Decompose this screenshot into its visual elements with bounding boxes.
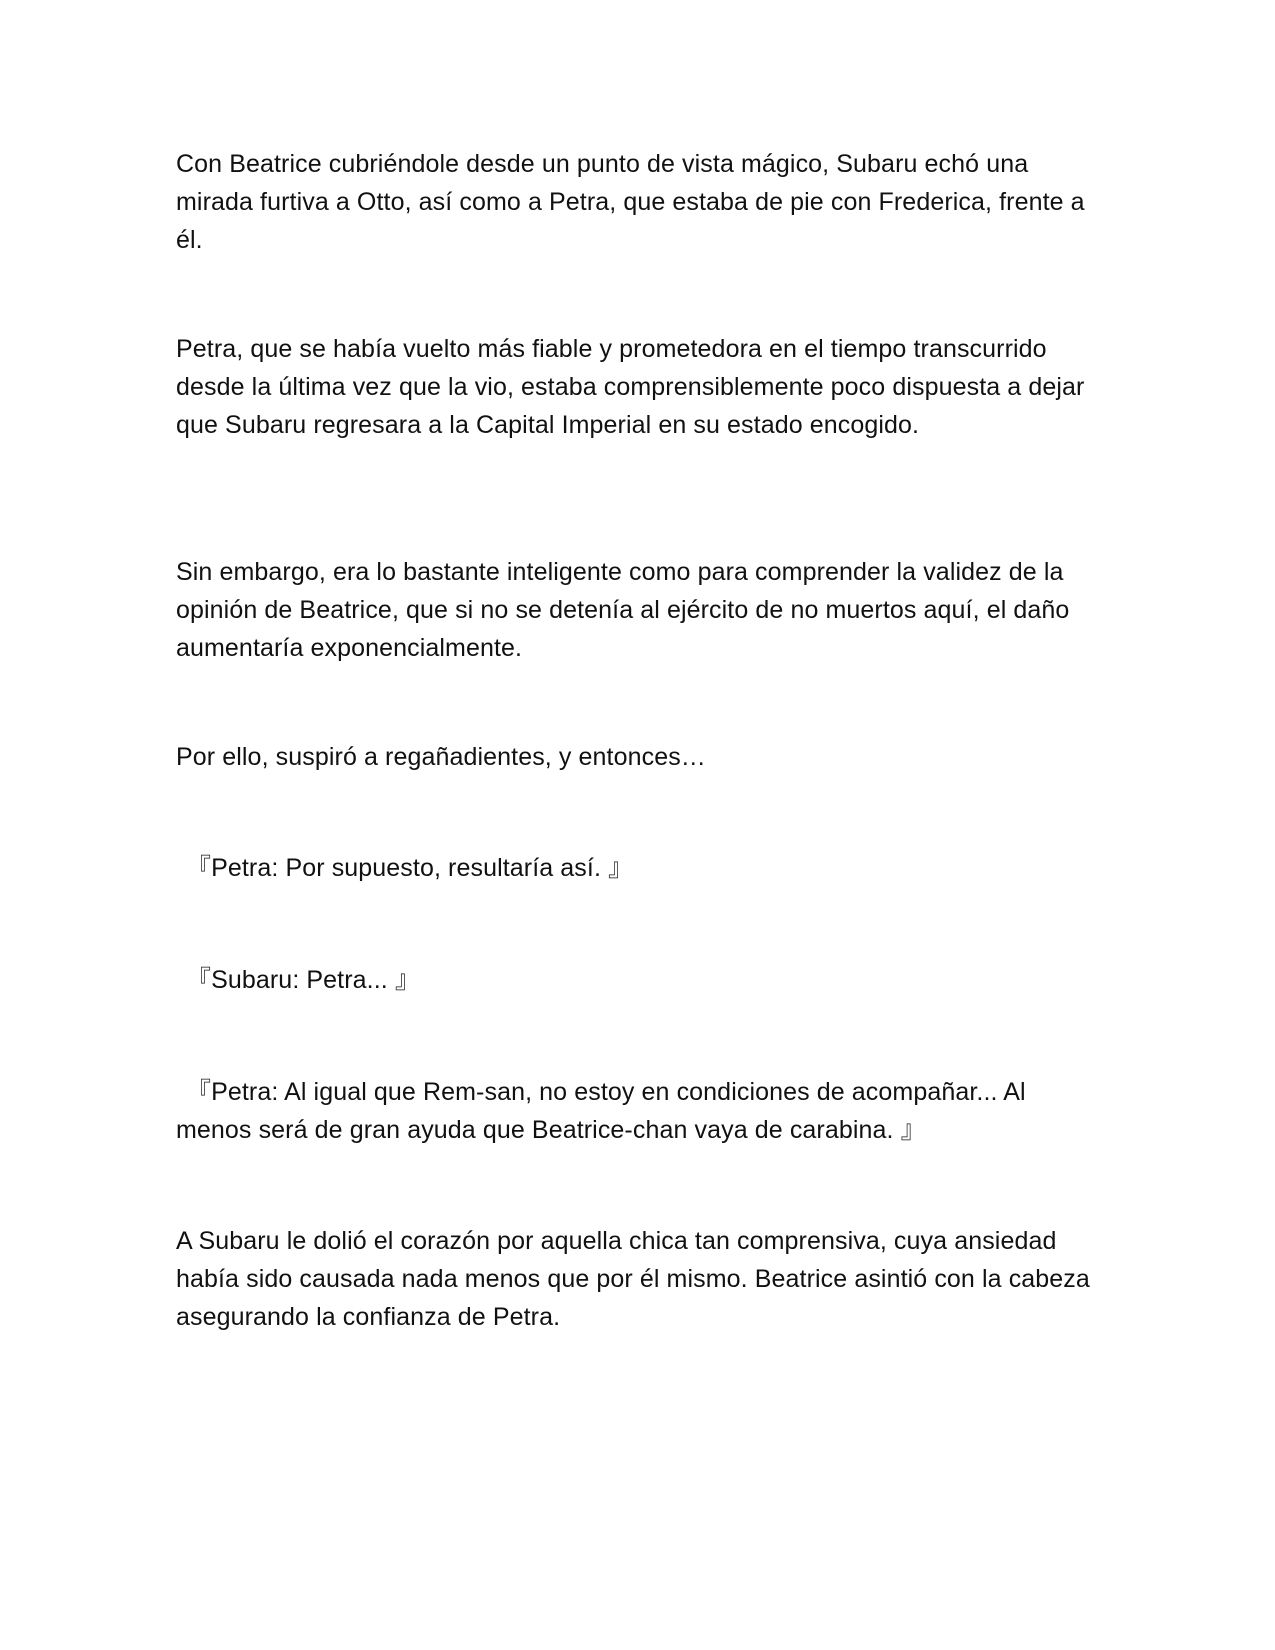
dialogue-line: 『Subaru: Petra... 』 [186, 966, 420, 994]
paragraph: A Subaru le dolió el corazón por aquella chica tan comprensiva, cuya ansiedad había sido causada nada menos que por él mismo. Beatrice asintió con la cabeza asegurando la confianza de Petra. [176, 1227, 1090, 1331]
paragraph: Con Beatrice cubriéndole desde un punto de vista mágico, Subaru echó una mirada furtiva a Otto, así como a Petra, que estaba de pie con Frederica, frente a él. [176, 150, 1085, 254]
dialogue-line: 『Petra: Por supuesto, resultaría así. 』 [186, 854, 634, 882]
paragraph: Por ello, suspiró a regañadientes, y entonces… [176, 743, 706, 771]
paragraph: Petra, que se había vuelto más fiable y prometedora en el tiempo transcurrido desde la última vez que la vio, estaba comprensiblemente poco dispuesta a dejar que Subaru regresara a la Capital Imperial en su estado encogido. [176, 335, 1085, 439]
dialogue-line: 『Petra: Al igual que Rem-san, no estoy en condiciones de acompañar... Al menos será de gran ayuda que Beatrice-chan vaya de carabina. 』 [176, 1078, 1026, 1144]
paragraph: Sin embargo, era lo bastante inteligente como para comprender la validez de la opinión de Beatrice, que si no se detenía al ejército de no muertos aquí, el daño aumentaría exponencialmente. [176, 558, 1070, 662]
